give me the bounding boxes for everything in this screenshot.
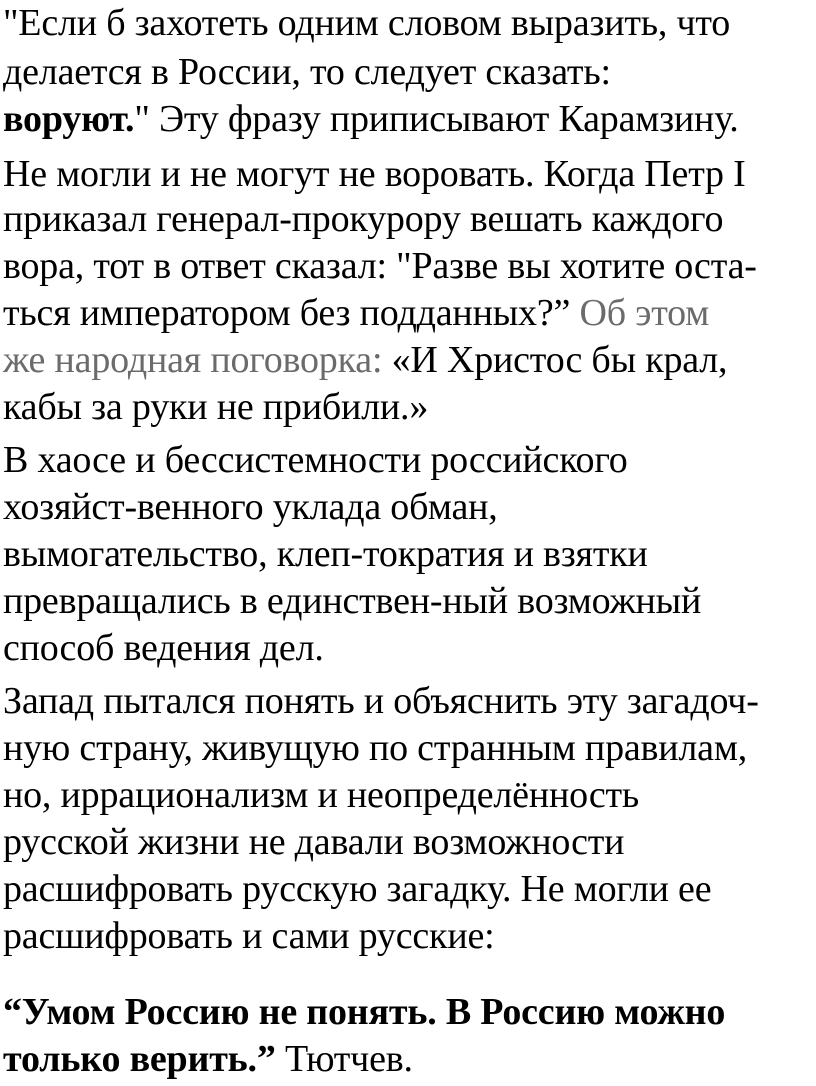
paragraph-2-line-3: вора, тот в ответ сказал: "Разве вы хотите оста- xyxy=(3,245,757,287)
paragraph-4-line-4: русской жизни не давали возможности xyxy=(3,821,625,863)
paragraph-3-line-5: способ ведения дел. xyxy=(3,627,324,669)
paragraph-2-line-4 xyxy=(3,290,709,336)
paragraph-4-line-6: расшифровать и сами русские: xyxy=(3,915,495,957)
paragraph-4-line-3: но, иррационализм и неопределённость xyxy=(3,774,640,816)
paragraph-4-line-2: ную страну, живущую по странным правилам, xyxy=(3,727,747,769)
paragraph-4-line-1: Запад пытался понять и объяснить эту загадоч- xyxy=(3,680,759,722)
paragraph-2-line-5 xyxy=(3,337,727,383)
paragraph-1-line-2: делается в России, то следует сказать: xyxy=(3,51,611,93)
paragraph-3-line-1: В хаосе и бессистемности российского xyxy=(3,439,628,481)
peter-quote-end: ться императором без подданных?” xyxy=(3,292,571,334)
quote-author: Тютчев. xyxy=(275,1038,413,1080)
proverb-intro-end: же народная поговорка: xyxy=(3,339,392,381)
paragraph-2-line-6: кабы за руки не прибили.» xyxy=(3,386,429,428)
paragraph-4-line-5: расшифровать русскую загадку. Не могли ее xyxy=(3,868,712,910)
paragraph-1-line-1: "Если б захотеть одним словом выразить, что xyxy=(3,2,731,44)
proverb-intro-start: Об этом xyxy=(570,292,710,334)
tyutchev-quote-line-2 xyxy=(3,1036,413,1082)
paragraph-1-line-3 xyxy=(3,96,739,142)
keyword-voruyut: воруют. xyxy=(3,98,135,140)
proverb-quote-start: «И Христос бы крал, xyxy=(391,339,728,381)
paragraph-2-line-2: приказал генерал-прокурору вешать каждого xyxy=(3,198,724,240)
paragraph-3-line-4: превращались в единствен-ный возможный xyxy=(3,580,702,622)
tyutchev-quote-end: только верить.” xyxy=(3,1038,276,1080)
paragraph-3-line-2: хозяйст-венного уклада обман, xyxy=(3,486,498,528)
karamzin-attribution: " Эту фразу приписывают Карамзину. xyxy=(134,98,739,140)
paragraph-3-line-3: вымогательство, клеп-тократия и взятки xyxy=(3,533,648,575)
paragraph-2-line-1: Не могли и не могут не воровать. Когда Петр I xyxy=(3,153,746,195)
tyutchev-quote-line-1: “Умом Россию не понять. В Россию можно xyxy=(3,991,726,1033)
